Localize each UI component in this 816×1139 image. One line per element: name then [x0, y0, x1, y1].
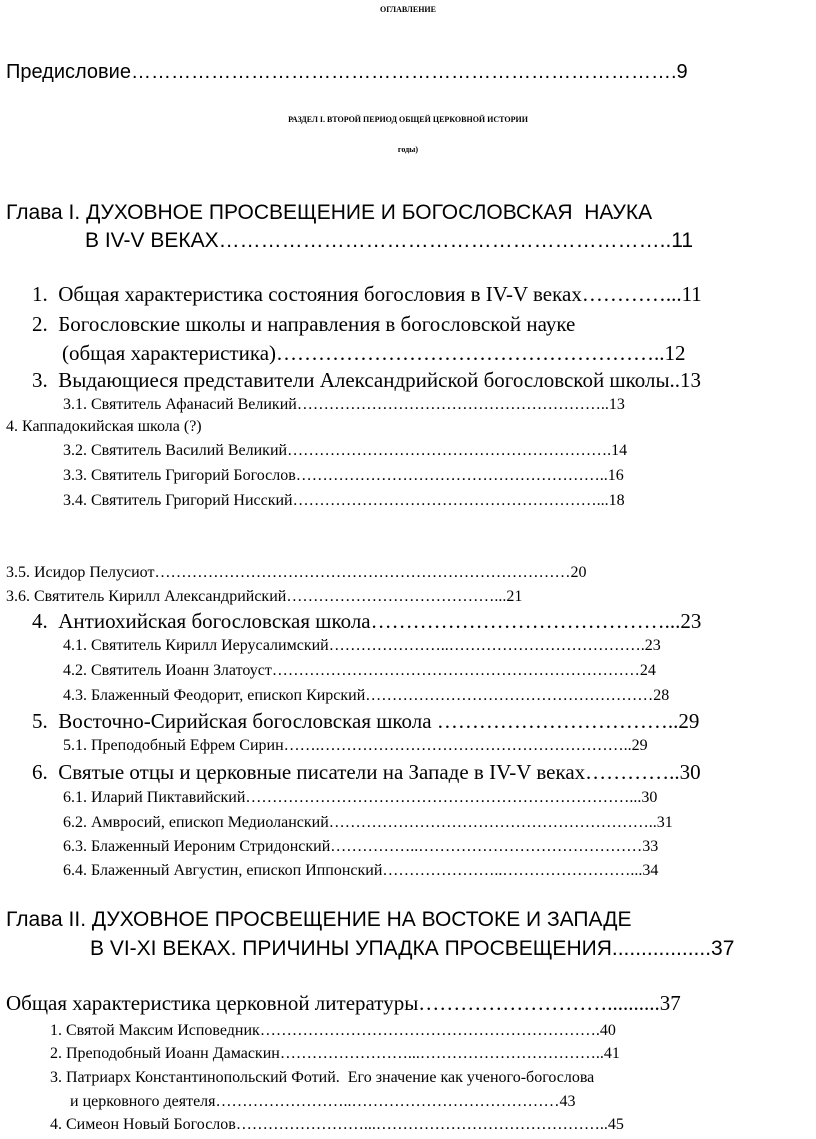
toc-entry-3: 3. Выдающиеся представители Александрийской богословской школы..13: [32, 368, 702, 392]
toc-entry-4-1: 4.1. Святитель Кирилл Иерусалимский…………………..……………………………….23: [63, 637, 661, 654]
toc-entry-3-4: 3.4. Святитель Григорий Нисский…………………………………………………...18: [63, 492, 625, 509]
toc-entry-general-literature: Общая характеристика церковной литературы………………………..........37: [6, 991, 681, 1015]
toc-entry-john-damascene: 2. Преподобный Иоанн Дамаскин……………………...……………………………..41: [50, 1045, 620, 1062]
toc-entry-preface: Предисловие……………………………………………………………………….9: [6, 61, 688, 83]
toc-entry-3-6: 3.6. Святитель Кирилл Александрийский…………………………………...21: [6, 588, 523, 605]
chapter-2-heading: Глава II. ДУХОВНОЕ ПРОСВЕЩЕНИЕ НА ВОСТОКЕ И ЗАПАДЕ: [6, 908, 632, 931]
toc-entry-photius-continued: и церковного деятеля……………………..…………………………………43: [70, 1093, 576, 1110]
toc-entry-5: 5. Восточно-Сирийская богословская школа ……………………………..29: [32, 709, 700, 733]
toc-entry-3-3: 3.3. Святитель Григорий Богослов…………………………………………………..16: [63, 467, 624, 484]
toc-entry-2-continued: (общая характеристика)………………………………………………..12: [62, 341, 686, 365]
toc-entry-4-3: 4.3. Блаженный Феодорит, епископ Кирский………………………………………………28: [63, 687, 670, 704]
toc-entry-cappadocian: 4. Каппадокийская школа (?): [6, 418, 202, 435]
toc-entry-symeon: 4. Симеон Новый Богослов……………………...……………………………………..45: [50, 1116, 624, 1133]
toc-entry-3-1: 3.1. Святитель Афанасий Великий…………………………………………………..13: [63, 396, 625, 413]
chapter-1-heading-continued: В IV-V ВЕКАХ………………………………………………………..11: [85, 229, 694, 252]
toc-entry-6-3: 6.3. Блаженный Иероним Стридонский……………..……………………………………33: [63, 838, 659, 855]
toc-entry-6: 6. Святые отцы и церковные писатели на Западе в IV-V веках…………..30: [32, 760, 701, 784]
toc-entry-5-1: 5.1. Преподобный Ефрем Сирин…….…………………………………………………..29: [63, 737, 648, 754]
chapter-2-heading-continued: В VI-XI ВЕКАХ. ПРИЧИНЫ УПАДКА ПРОСВЕЩЕНИЯ.................37: [90, 937, 735, 960]
toc-entry-6-4: 6.4. Блаженный Августин, епископ Иппонский…………………..……………………...34: [63, 862, 659, 879]
toc-entry-maximus: 1. Святой Максим Исповедник……………………………………………………….40: [50, 1022, 616, 1039]
section-heading-continued: годы): [397, 145, 419, 154]
toc-entry-photius: 3. Патриарх Константинопольский Фотий. Его значение как ученого-богослова: [50, 1069, 595, 1086]
toc-entry-6-1: 6.1. Иларий Пиктавийский………………………………………………………………...30: [63, 789, 658, 806]
toc-entry-6-2: 6.2. Амвросий, епископ Медиоланский……………………………………………………..31: [63, 814, 673, 831]
toc-entry-2: 2. Богословские школы и направления в богословской науке: [32, 312, 576, 336]
toc-entry-1: 1. Общая характеристика состояния богословия в IV-V веках…………...11: [32, 282, 702, 306]
toc-entry-3-2: 3.2. Святитель Василий Великий…………………………………………………….14: [63, 442, 628, 459]
toc-entry-3-5: 3.5. Исидор Пелусиот……………………………………………………………………20: [6, 564, 587, 581]
toc-entry-4: 4. Антиохийская богословская школа……………………………………...23: [32, 609, 702, 633]
chapter-1-heading: Глава I. ДУХОВНОЕ ПРОСВЕЩЕНИЕ И БОГОСЛОВСКАЯ НАУКА: [6, 201, 653, 224]
section-heading: РАЗДЕЛ I. ВТОРОЙ ПЕРИОД ОБЩЕЙ ЦЕРКОВНОЙ ИСТОРИИ: [288, 115, 528, 124]
toc-entry-4-2: 4.2. Святитель Иоанн Златоуст……………………………………………………………24: [63, 662, 656, 679]
page-title: ОГЛАВЛЕНИЕ: [380, 5, 436, 14]
